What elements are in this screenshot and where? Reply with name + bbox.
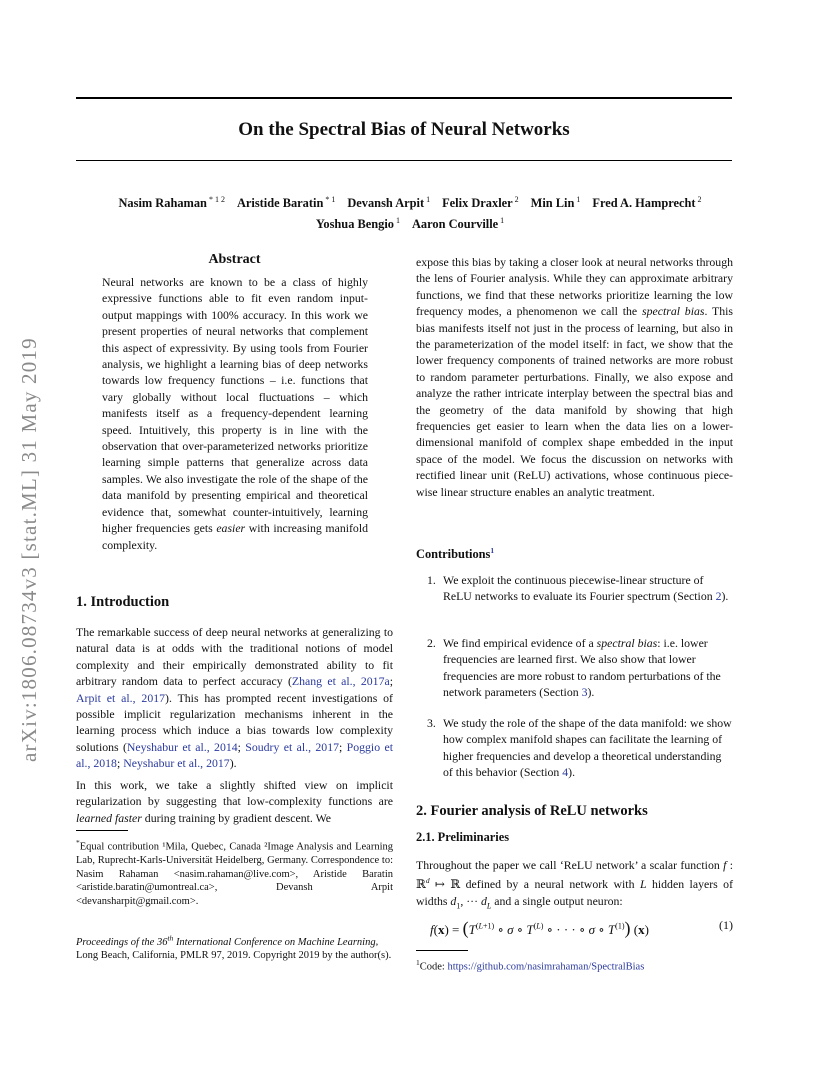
author-affiliation-mark: 1 xyxy=(498,216,505,226)
text-run: We study the role of the shape of the data manifold: we show how complex manifold shapes can facilitate the learning of higher frequencies and develop a theoretical understanding of this behavior (Section xyxy=(443,716,732,780)
author-name-text: Nasim Rahaman xyxy=(118,196,207,211)
title-rule-bottom xyxy=(76,160,732,161)
author-affiliation-mark: * 1 2 xyxy=(206,195,225,204)
section-heading-introduction: 1. Introduction xyxy=(76,594,170,610)
text-run: Proceedings of the 36 xyxy=(76,936,168,948)
contributions-heading xyxy=(416,546,733,562)
author-affiliation-mark: 1 xyxy=(424,195,431,204)
equation-number: (1) xyxy=(719,918,733,932)
text-run: ). xyxy=(568,765,576,780)
text-run: ). This has prompted recent investigations of possible implicit regularization mechanisms inherent in the learning process which induce a bias towards low complexity solutions ( xyxy=(76,690,393,754)
abstract-emphasis: easier xyxy=(216,521,246,536)
author-affiliation-mark: * 1 xyxy=(323,195,336,204)
abstract-part: with increasing manifold complexity. xyxy=(102,521,368,552)
author-name-text: Devansh Arpit xyxy=(347,196,425,211)
citation-link[interactable]: Arpit et al., 2017 xyxy=(76,690,166,705)
list-number: 1. xyxy=(427,573,436,587)
preliminaries-paragraph: Throughout the paper we call ‘ReLU network’ a scalar function f : ℝ$^d$ ↦ ℝ defined by a neural network with L hidden layers of widths $d_1$, ··· $d_L$ and a single output neuron: xyxy=(416,858,734,911)
author-name-text: Felix Draxler xyxy=(442,196,513,211)
abstract-text xyxy=(102,274,368,553)
contributions-list xyxy=(416,572,733,782)
proceedings-note xyxy=(76,931,393,963)
list-number: 2. xyxy=(427,636,436,650)
footnote-rule xyxy=(416,950,468,951)
author-name xyxy=(118,196,224,210)
code-url-link[interactable]: https://github.com/nasimrahaman/SpectralBias xyxy=(447,961,645,973)
text-run: In this work, we take a slightly shifted view on implicit regularization by suggesting that low-complexity functions are xyxy=(76,778,393,809)
author-name xyxy=(316,217,400,231)
text-run: ; xyxy=(237,739,246,754)
text-run: ; xyxy=(389,674,393,689)
author-list xyxy=(60,191,760,233)
author-name-text: Yoshua Bengio xyxy=(315,217,394,232)
text-run: defined by a neural network with xyxy=(460,877,640,892)
footnote-rule xyxy=(76,830,128,831)
text-run: International Conference on Machine Learning xyxy=(173,936,376,948)
title-rule-top xyxy=(76,97,732,99)
math-inline: f xyxy=(723,858,727,872)
text-emphasis: spectral bias xyxy=(596,636,658,650)
intro-paragraph-2 xyxy=(76,777,393,826)
text-run: ; xyxy=(116,756,124,771)
citation-link[interactable]: Soudry et al., 2017 xyxy=(245,739,340,754)
math-inline: d xyxy=(450,893,457,908)
footnote-text: Equal contribution ¹Mila, Quebec, Canada ²Image Analysis and Learning Lab, Ruprecht-Karls-Universität Heidelberg, Germany. Correspondence to: Nasim Rahaman <nasim.rahaman@live.com>, Aristide Baratin <aristide.baratin@umontreal.ca>, Devansh Arpit <devansharpit@gmail.com>. xyxy=(76,841,393,907)
equation-1 xyxy=(430,918,733,939)
author-affiliation-mark: 1 xyxy=(393,216,400,226)
paper-title: On the Spectral Bias of Neural Networks xyxy=(238,119,570,140)
math-inline: L xyxy=(639,877,647,892)
arxiv-stamp: arXiv:1806.08734v3 [stat.ML] 31 May 2019 xyxy=(17,337,41,762)
author-name xyxy=(442,196,519,210)
author-line-1 xyxy=(60,191,760,212)
text-run: We exploit the continuous piecewise-linear structure of ReLU networks to evaluate its Fourier spectrum (Section xyxy=(443,573,716,604)
text-run: ; xyxy=(339,739,347,754)
text-emphasis: learned faster xyxy=(76,810,142,825)
author-line-2 xyxy=(60,212,760,233)
text-run: , Long Beach, California, PMLR 97, 2019. Copyright 2019 by the author(s). xyxy=(76,936,392,962)
intro-paragraph-1 xyxy=(76,624,393,772)
section-ref-link[interactable]: 3 xyxy=(581,685,588,700)
author-name-text: Fred A. Hamprecht xyxy=(592,196,696,211)
list-number: 3. xyxy=(427,716,436,730)
author-name xyxy=(592,196,701,210)
footnote-affiliations: *Equal contribution ¹Mila, Quebec, Canada ²Image Analysis and Learning Lab, Ruprecht-Karls-Universität Heidelberg, Germany. Correspondence to: Nasim Rahaman <nasim.rahaman@live.com>, Aristide Baratin <aristide.baratin@umontreal.ca>, Devansh Arpit <devansharpit@gmail.com>. xyxy=(76,838,393,907)
equation-body: $f(x) = (T^{(L+1)}$ ∘ σ ∘ $T^{(L)}$ ∘ · · · ∘ σ ∘ $T^{(1)}$) (x) xyxy=(430,918,649,938)
list-text xyxy=(443,635,733,701)
section-ref-link[interactable]: 4 xyxy=(562,765,569,780)
author-name-text: Aaron Courville xyxy=(411,217,499,232)
citation-link[interactable]: Poggio et al., 2018 xyxy=(76,739,393,771)
text-run: ). xyxy=(721,589,729,604)
author-name-text: Min Lin xyxy=(530,196,575,211)
abstract-part: Neural networks are known to be a class of highly expressive functions able to fit even random input-output mappings with 100% accuracy. In this work we present properties of neural networks that complement this aspect of expressivity. By using tools from Fourier analysis, we highlight a learning bias of deep networks towards low frequency functions – i.e. functions that vary globally without local fluctuations – which manifests itself as a frequency-dependent learning speed. Intuitively, this property is in line with the observation that over-parameterized networks prioritize learning simple patterns that generalize across data samples. We also investigate the role of the shape of the data manifold by presenting empirical and theoretical evidence that, somewhat counter-intuitively, learning higher frequencies gets xyxy=(102,275,368,536)
section-heading-fourier: 2. Fourier analysis of ReLU networks xyxy=(416,803,648,819)
footnote-code xyxy=(416,956,733,974)
list-text xyxy=(443,572,733,605)
text-run: th xyxy=(167,933,174,942)
footnote-mark[interactable]: 1 xyxy=(490,546,495,555)
text-run: Contributions xyxy=(416,547,491,562)
text-emphasis: spectral bias xyxy=(641,304,705,319)
subsection-heading-preliminaries: 2.1. Preliminaries xyxy=(416,830,510,844)
text-run: ). xyxy=(229,756,237,771)
footnote-mark: 1 xyxy=(416,958,420,967)
text-run: Throughout the paper we call ‘ReLU network’ a scalar function xyxy=(416,858,724,872)
text-run: ). xyxy=(587,685,595,700)
citation-link[interactable]: Neyshabur et al., 2014 xyxy=(126,739,238,754)
text-run: . This bias manifests itself not just in the process of learning, but also in the parameterization of the model itself: in fact, we show that the lower frequency components of trained networks are more robust to random parameter perturbations. Finally, we also expose and analyze the rather intricate interplay between the spectral bias and the geometry of the data manifold by showing that high frequencies get easier to learn when the data lies on a lower-dimensional manifold of complex shape embedded in the input space of the model. We focus the discussion on networks with rectified linear unit (ReLU) activations, whose continuous piece-wise linear structure enables an analytic treatment. xyxy=(416,304,734,499)
list-text xyxy=(443,715,733,781)
text-run: hidden layers of widths xyxy=(416,877,734,908)
author-name xyxy=(347,196,430,210)
abstract-heading: Abstract xyxy=(208,252,261,267)
author-affiliation-mark: 2 xyxy=(512,195,519,204)
text-run: The remarkable success of deep neural networks at generalizing to natural data is at odds with the traditional notions of model complexity and their empirically demonstrated ability to fit arbitrary random data to perfect accuracy ( xyxy=(76,625,393,689)
text-run: Code: xyxy=(419,961,448,973)
author-name xyxy=(531,196,581,210)
author-name xyxy=(412,217,504,231)
text-run: expose this bias by taking a closer look at neural networks through the lens of Fourier analysis. While they can approximate arbitrary functions, we find that these networks prioritize learning the low frequency modes, a phenomenon we call the xyxy=(416,255,733,319)
text-run: during training by gradient descent. We xyxy=(141,810,332,825)
section-ref-link[interactable]: 2 xyxy=(715,589,722,604)
author-affiliation-mark: 1 xyxy=(574,195,581,204)
author-name-text: Aristide Baratin xyxy=(236,196,324,211)
text-run: We find empirical evidence of a xyxy=(443,636,597,650)
right-intro-paragraph xyxy=(416,254,733,500)
author-name xyxy=(237,196,335,210)
author-affiliation-mark: 2 xyxy=(695,195,702,204)
text-run: : i.e. lower frequencies are learned first. We also show that lower frequencies are more robust to random perturbations of the network parameters (Section xyxy=(443,636,721,700)
text-run: and a single output neuron: xyxy=(491,893,623,908)
citation-link[interactable]: Neyshabur et al., 2017 xyxy=(123,756,230,771)
citation-link[interactable]: Zhang et al., 2017a xyxy=(291,674,390,689)
